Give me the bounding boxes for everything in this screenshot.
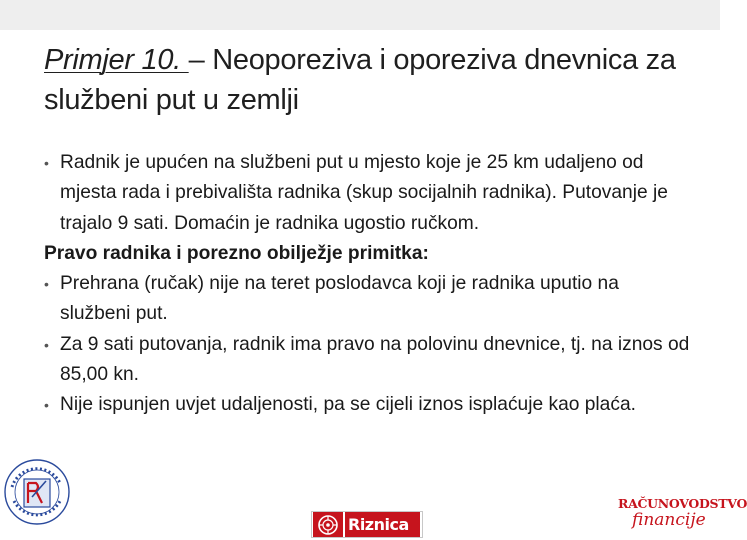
title-text: – Neoporeziva i oporeziva dnevnica za službeni put u zemlji	[44, 44, 676, 116]
bullet-icon: •	[44, 276, 49, 293]
seal-logo	[2, 457, 72, 527]
list-item-text: Prehrana (ručak) nije na teret poslodavca koji je radnika uputio na službeni put.	[60, 273, 619, 325]
slide-title	[44, 40, 684, 120]
financije-wordmark: financije	[632, 510, 706, 530]
bullet-icon: •	[44, 397, 49, 414]
riznica-emblem-icon	[313, 512, 343, 537]
top-band	[0, 0, 720, 30]
bullet-icon: •	[44, 155, 49, 171]
list-item-text: Nije ispunjen uvjet udaljenosti, pa se cijeli iznos isplaćuje kao plaća.	[60, 394, 636, 416]
racunovodstvo-logo	[618, 496, 747, 540]
section-subheading: Pravo radnika i porezno obilježje primitka:	[44, 242, 429, 264]
bullet-icon: •	[44, 336, 49, 353]
seal-icon	[2, 457, 72, 527]
intro-bullet	[44, 148, 694, 239]
title-prefix: Primjer 10.	[44, 44, 189, 76]
list-item-text: Za 9 sati putovanja, radnik ima pravo na polovinu dnevnice, tj. na iznos od 85,00 kn.	[60, 333, 690, 386]
list-item	[44, 269, 694, 330]
slide-content	[44, 148, 694, 421]
list-item	[44, 330, 694, 391]
intro-text: Radnik je upućen na službeni put u mjesto koje je 25 km udaljeno od mjesta rada i prebivališta radnika (skup socijalnih radnika). Putovanje je trajalo 9 sati. Domaćin je radnika ugostio ručkom.	[60, 152, 668, 234]
riznica-logo	[311, 511, 423, 538]
racunovodstvo-wordmark: RAČUNOVODSTVO	[618, 496, 747, 511]
riznica-wordmark: Riznica	[345, 512, 420, 537]
list-item	[44, 390, 694, 420]
